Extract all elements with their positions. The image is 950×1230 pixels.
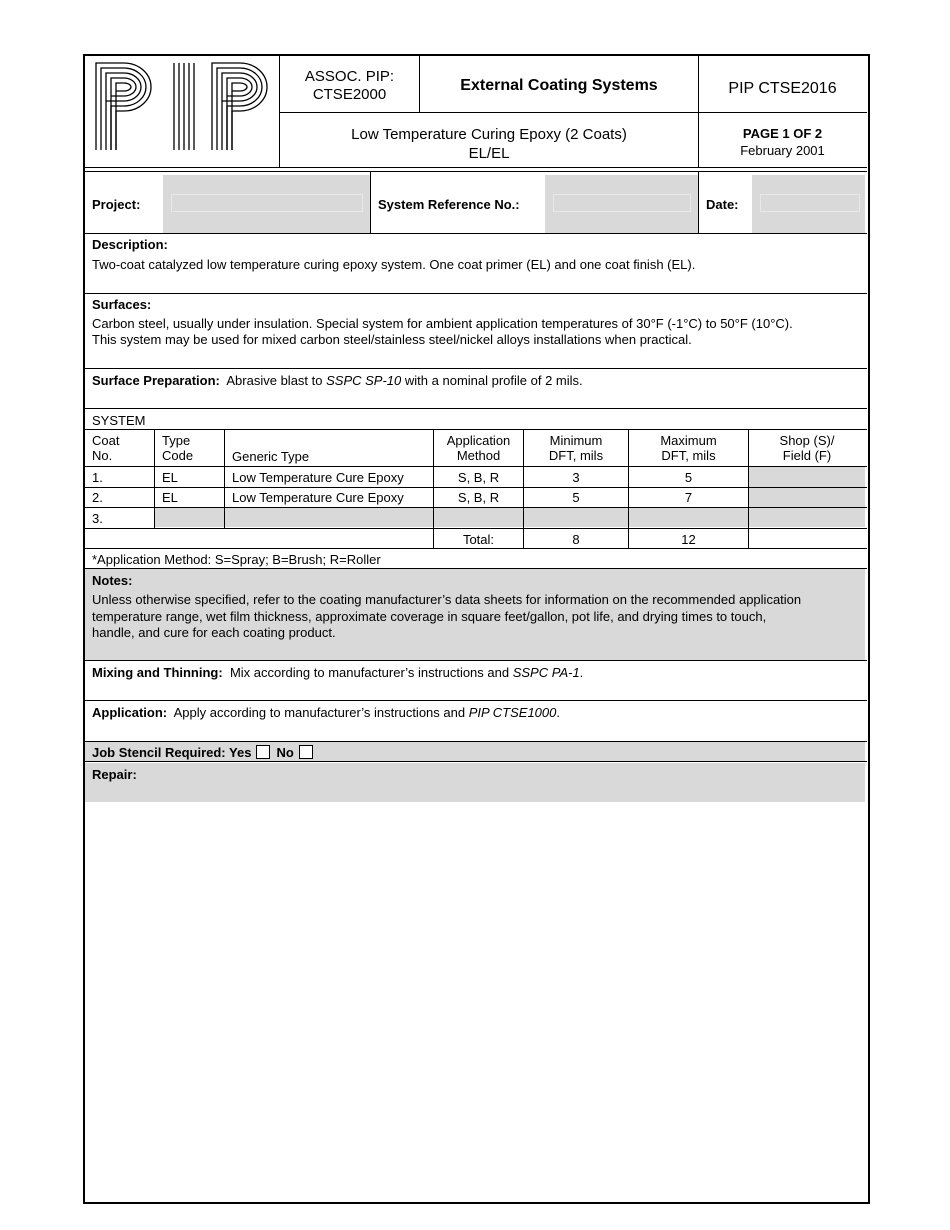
notes-label: Notes: — [92, 573, 133, 588]
table-row-2-type: EL — [162, 490, 178, 505]
application-section — [92, 705, 560, 720]
mixing-pre: Mix according to manufacturer’s instructions and — [229, 665, 510, 680]
col-coat-no-l2: No. — [92, 448, 113, 463]
date-field[interactable] — [752, 175, 865, 233]
total-label: Total: — [462, 532, 495, 547]
col-max-dft-l1: Maximum — [660, 433, 717, 448]
application-ref: PIP CTSE1000 — [468, 705, 557, 720]
repair-section[interactable] — [85, 763, 865, 802]
col-type-code-l1: Type — [162, 433, 191, 448]
doc-title: External Coating Systems — [460, 77, 658, 94]
total-min: 8 — [572, 532, 580, 547]
system-title: SYSTEM — [92, 413, 146, 428]
table-row-2-coat: 2. — [92, 490, 103, 505]
surfaces-line2: This system may be used for mixed carbon steel/stainless steel/nickel alloys installations when practical. — [92, 332, 692, 347]
col-max-dft-l2: DFT, mils — [661, 448, 716, 463]
mixing-thinning — [92, 665, 583, 680]
application-label: Application: — [92, 705, 168, 720]
stencil-no-label: No — [276, 745, 294, 760]
application-pre: Apply according to manufacturer’s instructions and — [173, 705, 466, 720]
col-type-code — [162, 433, 193, 463]
col-app-method — [434, 433, 523, 463]
surface-prep-label: Surface Preparation: — [92, 373, 220, 388]
table-row-3-coat: 3. — [92, 511, 103, 526]
subtitle-line2: EL/EL — [468, 145, 510, 162]
col-shop-field-l2: Field (F) — [782, 448, 832, 463]
row3-generic-cell[interactable] — [225, 508, 433, 527]
notes-line3: handle, and cure for each coating product. — [92, 625, 336, 640]
row3-type-cell[interactable] — [155, 508, 224, 527]
repair-label: Repair: — [92, 767, 137, 782]
row3-max-cell[interactable] — [629, 508, 748, 527]
assoc-value: CTSE2000 — [312, 86, 387, 103]
col-shop-field-l1: Shop (S)/ — [779, 433, 835, 448]
mixing-post: . — [579, 665, 584, 680]
application-method-footnote: *Application Method: S=Spray; B=Brush; R=Roller — [92, 552, 381, 567]
table-row-1-generic: Low Temperature Cure Epoxy — [232, 470, 404, 485]
col-type-code-l2: Code — [162, 448, 194, 463]
table-row-1-type: EL — [162, 470, 178, 485]
page-info — [699, 125, 866, 159]
pip-logo — [92, 58, 274, 154]
doc-subtitle — [280, 125, 698, 163]
col-coat-no-l1: Coat — [92, 433, 120, 448]
surface-prep-post: with a nominal profile of 2 mils. — [404, 373, 583, 388]
table-row-1-coat: 1. — [92, 470, 103, 485]
revision-date: February 2001 — [740, 143, 825, 158]
table-row-1-method: S, B, R — [457, 470, 500, 485]
date-input[interactable] — [760, 194, 860, 212]
description-label: Description: — [92, 237, 168, 252]
table-row-2-max: 7 — [684, 490, 693, 505]
sysref-label: System Reference No.: — [378, 197, 520, 212]
mixing-ref: SSPC PA-1 — [512, 665, 580, 680]
col-app-method-l2: Method — [456, 448, 501, 463]
date-label: Date: — [706, 197, 739, 212]
col-min-dft-l2: DFT, mils — [548, 448, 604, 463]
mixing-label: Mixing and Thinning: — [92, 665, 223, 680]
total-max: 12 — [681, 532, 696, 547]
table-row-1-max: 5 — [684, 470, 693, 485]
sysref-input[interactable] — [553, 194, 691, 212]
stencil-no-checkbox[interactable] — [299, 745, 313, 759]
project-field[interactable] — [163, 175, 370, 233]
stencil-yes-label: Yes — [229, 745, 252, 760]
application-post: . — [556, 705, 561, 720]
assoc-label: ASSOC. PIP: — [304, 68, 395, 85]
surfaces-line1: Carbon steel, usually under insulation. Special system for ambient application temperatures of 30°F (-1°C) to 50°F (10°C). — [92, 316, 793, 331]
job-stencil-row — [92, 745, 319, 760]
row3-method-cell[interactable] — [434, 508, 523, 527]
table-row-1-min: 3 — [572, 470, 580, 485]
row3-min-cell[interactable] — [524, 508, 628, 527]
col-generic-type: Generic Type — [232, 449, 310, 464]
subtitle-line1: Low Temperature Curing Epoxy (2 Coats) — [351, 126, 627, 143]
surface-prep-pre: Abrasive blast to — [226, 373, 323, 388]
col-shop-field — [749, 433, 865, 463]
project-input[interactable] — [171, 194, 363, 212]
table-row-2-method: S, B, R — [457, 490, 500, 505]
notes-line1: Unless otherwise specified, refer to the coating manufacturer’s data sheets for information on the recommended application — [92, 592, 802, 607]
row3-shop-cell[interactable] — [749, 508, 865, 527]
surface-prep — [92, 373, 583, 388]
notes-line2: temperature range, wet film thickness, approximate coverage in square feet/gallon, pot life, and drying times to touch, — [92, 609, 767, 624]
stencil-yes-checkbox[interactable] — [256, 745, 270, 759]
col-min-dft — [524, 433, 628, 463]
assoc-pip — [280, 68, 419, 104]
table-row-2-min: 5 — [572, 490, 580, 505]
col-coat-no — [92, 433, 119, 463]
surfaces-label: Surfaces: — [92, 297, 152, 312]
sysref-field[interactable] — [545, 175, 698, 233]
project-label: Project: — [92, 197, 141, 212]
job-stencil-label: Job Stencil Required: — [92, 745, 226, 760]
col-min-dft-l1: Minimum — [549, 433, 603, 448]
doc-number: PIP CTSE2016 — [728, 80, 837, 97]
description-text: Two-coat catalyzed low temperature curing epoxy system. One coat primer (EL) and one coat finish (EL). — [92, 257, 696, 272]
col-app-method-l1: Application — [446, 433, 511, 448]
col-max-dft — [629, 433, 748, 463]
surface-prep-ref: SSPC SP-10 — [326, 373, 402, 388]
page-label: PAGE 1 OF 2 — [742, 126, 823, 141]
table-row-2-generic: Low Temperature Cure Epoxy — [232, 490, 404, 505]
